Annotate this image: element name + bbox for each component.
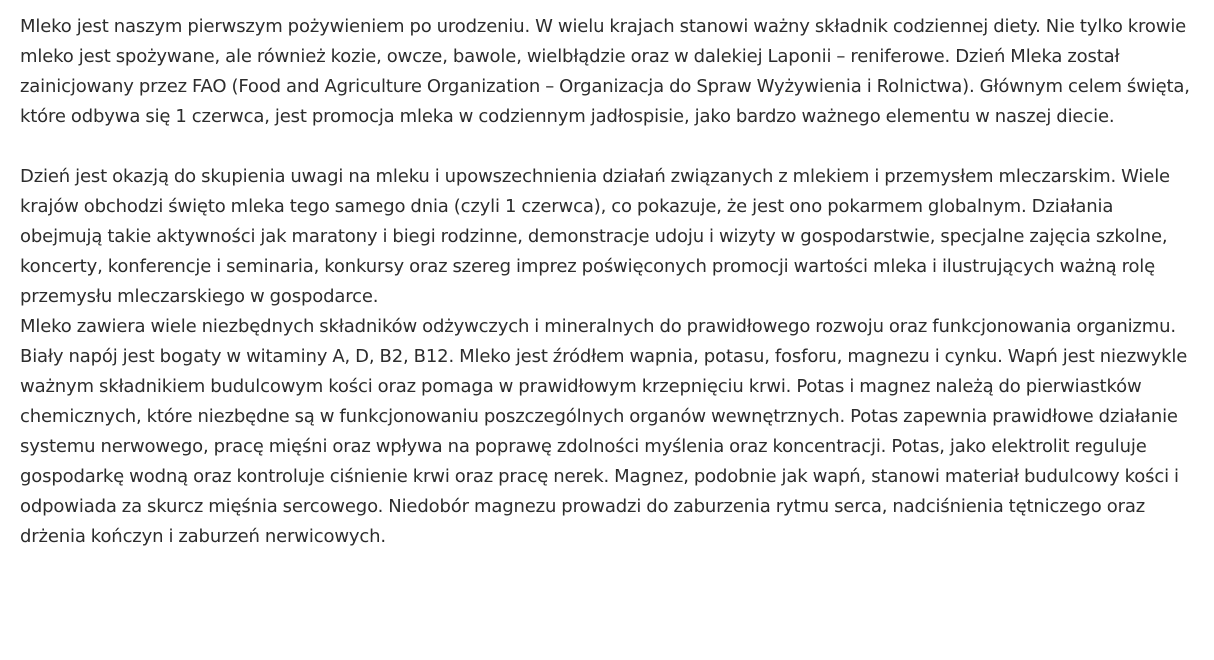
article-paragraph-3: Mleko zawiera wiele niezbędnych składników odżywczych i mineralnych do prawidłowego rozwoju oraz funkcjonowania organizmu. Biały napój jest bogaty w witaminy A, D, B2, B12. Mleko jest źródłem wapnia, potasu, fosforu, magnezu i cynku. Wapń jest niezwykle ważnym składnikiem budulcowym kości oraz pomaga w prawidłowym krzepnięciu krwi. Potas i magnez należą do pierwiastków chemicznych, które niezbędne są w funkcjonowaniu poszczególnych organów wewnętrznych. Potas zapewnia prawidłowe działanie systemu nerwowego, pracę mięśni oraz wpływa na poprawę zdolności myślenia oraz koncentracji. Potas, jako elektrolit reguluje gospodarkę wodną oraz kontroluje ciśnienie krwi oraz pracę nerek. Magnez, podobnie jak wapń, stanowi materiał budulcowy kości i odpowiada za skurcz mięśnia sercowego. Niedobór magnezu prowadzi do zaburzenia rytmu serca, nadciśnienia tętniczego oraz drżenia kończyn i zaburzeń nerwicowych.	[20, 316, 1188, 547]
paragraph-spacer	[20, 132, 1194, 162]
article-paragraph-2: Dzień jest okazją do skupienia uwagi na mleku i upowszechnienia działań związanych z mlekiem i przemysłem mleczarskim. Wiele krajów obchodzi święto mleka tego samego dnia (czyli 1 czerwca), co pokazuje, że jest ono pokarmem globalnym. Działania obejmują takie aktywności jak maratony i biegi rodzinne, demonstracje udoju i wizyty w gospodarstwie, specjalne zajęcia szkolne, koncerty, konferencje i seminaria, konkursy oraz szereg imprez poświęconych promocji wartości mleka i ilustrujących ważną rolę przemysłu mleczarskiego w gospodarce.	[20, 166, 1170, 307]
article-paragraph-1: Mleko jest naszym pierwszym pożywieniem po urodzeniu. W wielu krajach stanowi ważny składnik codziennej diety. Nie tylko krowie mleko jest spożywane, ale również kozie, owcze, bawole, wielbłądzie oraz w dalekiej Laponii – reniferowe. Dzień Mleka został zainicjowany przez FAO (Food and Agriculture Organization – Organizacja do Spraw Wyżywienia i Rolnictwa). Głównym celem święta, które odbywa się 1 czerwca, jest promocja mleka w codziennym jadłospisie, jako bardzo ważnego elementu w naszej diecie.	[20, 16, 1190, 127]
